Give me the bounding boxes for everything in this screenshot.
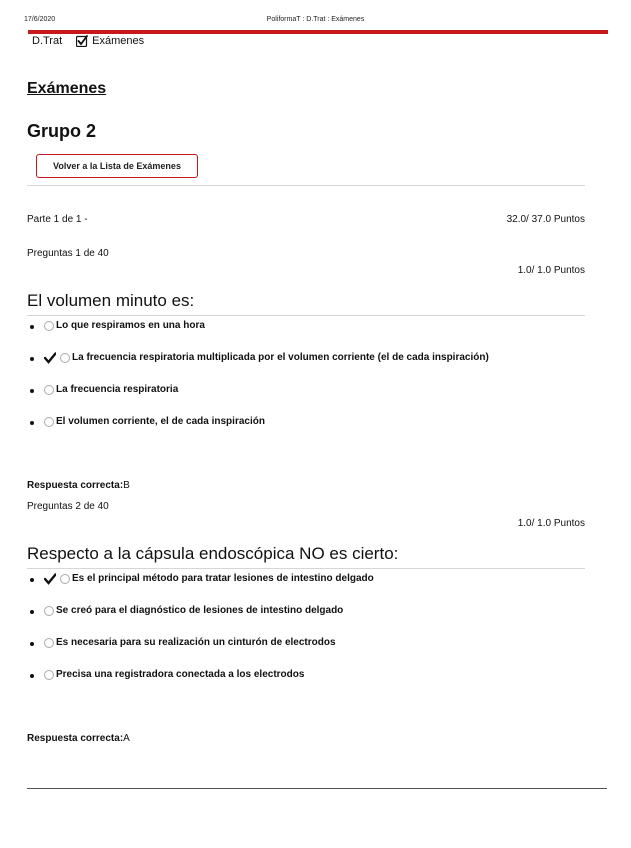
checkbox-checked-icon [76, 35, 88, 47]
option-item[interactable] [30, 669, 374, 701]
back-to-exam-list-button[interactable]: Volver a la Lista de Exámenes [36, 154, 198, 178]
option-item[interactable] [30, 637, 374, 669]
option-label: La frecuencia respiratoria multiplicada por el volumen corriente (el de cada inspiración) [72, 352, 489, 363]
breadcrumb-tool[interactable] [76, 35, 144, 47]
correct-answer [27, 733, 130, 744]
divider [27, 568, 585, 569]
correct-answer-label: Respuesta correcta: [27, 733, 124, 744]
print-date: 17/6/2020 [24, 16, 56, 23]
bullet-icon [30, 357, 34, 361]
radio-icon[interactable] [44, 638, 54, 648]
footer-divider [27, 788, 607, 789]
checkmark-icon [44, 352, 56, 364]
correct-answer-value: A [123, 733, 130, 744]
radio-icon[interactable] [44, 606, 54, 616]
bullet-icon [30, 421, 34, 425]
question-points: 1.0/ 1.0 Puntos [517, 265, 585, 276]
breadcrumb-site[interactable]: D.Trat [32, 35, 63, 47]
bullet-icon [30, 642, 34, 646]
part-label: Parte 1 de 1 - [27, 214, 88, 225]
radio-icon[interactable] [60, 353, 70, 363]
option-label: Es necesaria para su realización un cinturón de electrodos [56, 637, 336, 648]
question-counter: Preguntas 1 de 40 [27, 248, 109, 259]
option-label: Es el principal método para tratar lesiones de intestino delgado [72, 573, 374, 584]
bullet-icon [30, 578, 34, 582]
option-label: El volumen corriente, el de cada inspiración [56, 416, 265, 427]
divider [27, 315, 585, 316]
option-item[interactable] [30, 352, 489, 384]
radio-icon[interactable] [44, 385, 54, 395]
site-accent-bar [28, 30, 608, 34]
correct-answer-value: B [123, 480, 130, 491]
bullet-icon [30, 674, 34, 678]
print-page-title: PoliformaT : D.Trat : Exámenes [266, 16, 365, 23]
option-item[interactable] [30, 605, 374, 637]
bullet-icon [30, 389, 34, 393]
divider [27, 185, 585, 186]
option-label: Se creó para el diagnóstico de lesiones de intestino delgado [56, 605, 344, 616]
total-points: 32.0/ 37.0 Puntos [506, 214, 585, 225]
correct-answer-label: Respuesta correcta: [27, 480, 124, 491]
breadcrumb-tool-label: Exámenes [92, 35, 145, 47]
breadcrumb [32, 35, 144, 47]
question-points: 1.0/ 1.0 Puntos [517, 518, 585, 529]
print-header [0, 14, 631, 26]
group-title: Grupo 2 [27, 121, 97, 141]
radio-icon[interactable] [44, 321, 54, 331]
question-text: El volumen minuto es: [27, 291, 195, 310]
correct-answer [27, 480, 130, 491]
option-item[interactable] [30, 416, 489, 448]
radio-icon[interactable] [44, 417, 54, 427]
bullet-icon [30, 325, 34, 329]
answer-options [30, 320, 489, 448]
page-heading: Exámenes [27, 80, 107, 97]
question-text: Respecto a la cápsula endoscópica NO es cierto: [27, 544, 399, 563]
option-label: Precisa una registradora conectada a los electrodos [56, 669, 305, 680]
answer-options [30, 573, 374, 701]
bullet-icon [30, 610, 34, 614]
radio-icon[interactable] [44, 670, 54, 680]
radio-icon[interactable] [60, 574, 70, 584]
question-counter: Preguntas 2 de 40 [27, 501, 109, 512]
option-item[interactable] [30, 320, 489, 352]
checkmark-icon [44, 573, 56, 585]
option-item[interactable] [30, 384, 489, 416]
option-label: La frecuencia respiratoria [56, 384, 179, 395]
option-label: Lo que respiramos en una hora [56, 320, 205, 331]
option-item[interactable] [30, 573, 374, 605]
